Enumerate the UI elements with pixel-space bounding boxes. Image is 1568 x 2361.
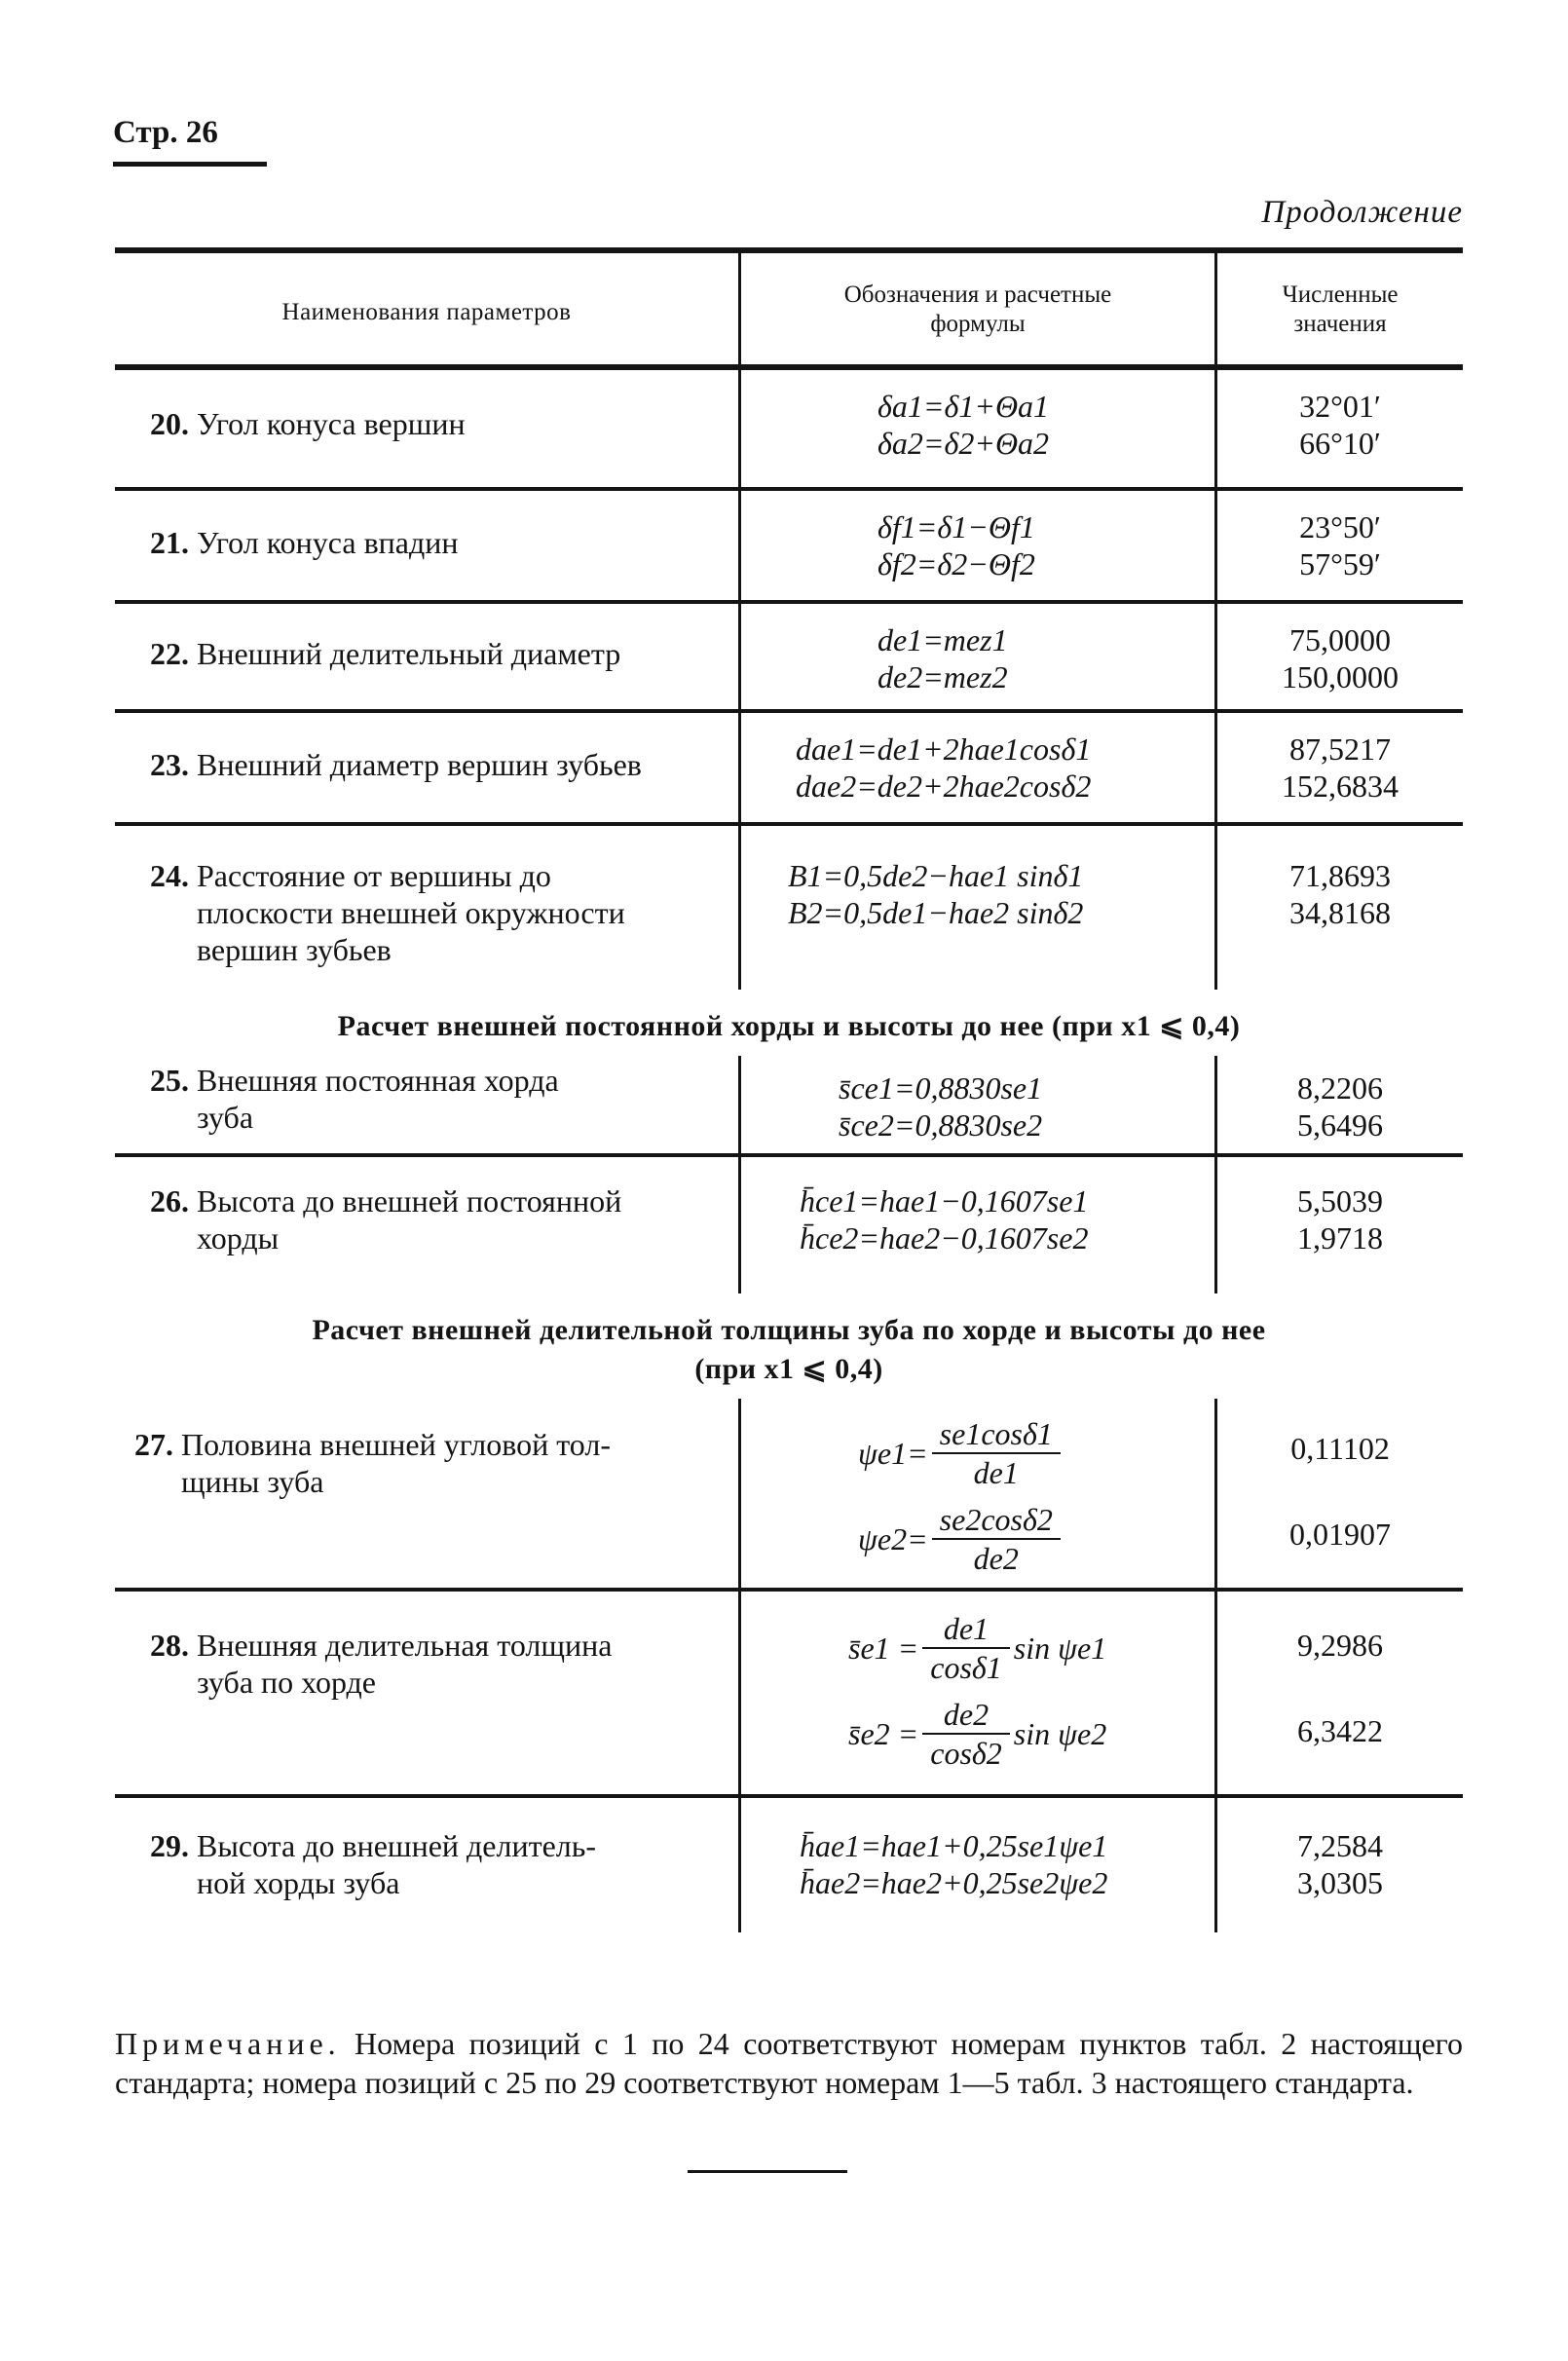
row-values — [1217, 1157, 1463, 1293]
row-values — [1217, 1798, 1463, 1932]
table-row — [115, 1399, 1463, 1588]
page-number: Стр. 26 — [113, 115, 218, 150]
row-label: ной хорды зуба — [197, 1865, 400, 1900]
row-label: Половина внешней угловой тол- — [181, 1427, 611, 1462]
value: 7,2584 — [1297, 1828, 1383, 1863]
row-name — [115, 1798, 738, 1932]
row-name — [115, 604, 738, 709]
value: 66°10′ — [1299, 426, 1381, 461]
row-label: зуба — [197, 1100, 254, 1135]
row-name — [115, 1592, 738, 1794]
table-row — [115, 1157, 1463, 1293]
value: 8,2206 — [1297, 1070, 1383, 1106]
row-label: щины зуба — [181, 1464, 324, 1499]
value: 87,5217 — [1289, 731, 1391, 767]
row-label: Угол конуса вершин — [197, 406, 466, 441]
header-value — [1217, 253, 1463, 364]
row-formula — [738, 491, 1217, 600]
formula-rhs: sin ψe2 — [1013, 1716, 1107, 1751]
formula-line: de1=mez1 — [877, 622, 1008, 657]
fraction-numerator: de2 — [922, 1696, 1010, 1735]
row-values — [1217, 713, 1463, 822]
row-number: 26. — [150, 1183, 189, 1218]
value: 57°59′ — [1299, 546, 1381, 581]
formula-lhs: s̄e2 = — [848, 1716, 919, 1751]
note-label: Примечание. — [115, 2026, 341, 2061]
value: 71,8693 — [1289, 858, 1391, 893]
formula-line: δa1=δ1+Θa1 — [877, 389, 1050, 424]
formula-line: δf1=δ1−Θf1 — [877, 509, 1035, 544]
row-formula — [738, 370, 1217, 487]
row-name — [115, 491, 738, 600]
row-label: зуба по хорде — [197, 1665, 376, 1700]
row-number: 29. — [150, 1828, 189, 1863]
value: 75,0000 — [1289, 622, 1391, 657]
fraction — [922, 1696, 1010, 1772]
value: 152,6834 — [1282, 768, 1399, 804]
row-number: 27. — [134, 1427, 173, 1462]
value: 23°50′ — [1299, 509, 1381, 544]
row-formula — [738, 1798, 1217, 1932]
table-row — [115, 1798, 1463, 1932]
formula-line: B1=0,5de2−hae1 sinδ1 — [788, 858, 1084, 893]
row-label: Внешняя делительная толщина — [197, 1628, 613, 1663]
table-row — [115, 1056, 1463, 1153]
section-title-line: Расчет внешней делительной толщины зуба по хорде и высоты до нее — [312, 1314, 1266, 1346]
row-number: 21. — [150, 525, 189, 560]
value: 6,3422 — [1297, 1713, 1383, 1748]
header-formula-line2: формулы — [930, 311, 1026, 337]
value: 34,8168 — [1289, 895, 1391, 930]
row-name — [115, 1056, 738, 1153]
row-formula — [738, 1056, 1217, 1153]
row-label: Расстояние от вершины до — [197, 858, 551, 893]
fraction-denominator: de2 — [973, 1541, 1019, 1576]
row-name — [115, 826, 738, 990]
value: 5,6496 — [1297, 1107, 1383, 1143]
formula-line: s̄ce2=0,8830se2 — [839, 1107, 1043, 1143]
formula-fraction-row — [848, 1691, 1205, 1777]
formula-line: de2=mez2 — [877, 659, 1008, 694]
fraction-numerator: se1cosδ1 — [932, 1415, 1061, 1454]
row-number: 24. — [150, 858, 189, 893]
row-values — [1217, 826, 1463, 990]
formula-line: B2=0,5de1−hae2 sinδ2 — [788, 895, 1084, 930]
note-text: Номера позиций с 1 по 24 соответствуют номерам пунктов табл. 2 настоящего стандарта; номера позиций с 25 по 29 соответствуют номерам 1—5 табл. 3 настоящего стандарта. — [115, 2026, 1464, 2100]
section-title-constant-chord: Расчет внешней постоянной хорды и высоты до нее (при x1 ⩽ 0,4) — [337, 1010, 1241, 1042]
table-header — [115, 253, 1463, 364]
table-row — [115, 1592, 1463, 1794]
formula-line: h̄ce1=hae1−0,1607se1 — [800, 1183, 1089, 1218]
row-label: Внешний делительный диаметр — [197, 636, 621, 671]
table-row — [115, 713, 1463, 822]
formula-rhs: sin ψe1 — [1013, 1630, 1107, 1666]
row-name — [115, 1157, 738, 1293]
table-row — [115, 370, 1463, 487]
row-name — [115, 713, 738, 822]
fraction-denominator: cosδ2 — [930, 1736, 1002, 1771]
row-label: Высота до внешней постоянной — [197, 1183, 622, 1218]
row-values — [1217, 1056, 1463, 1153]
row-formula — [738, 1399, 1217, 1588]
row-number: 28. — [150, 1628, 189, 1663]
formula-line: dae1=de1+2hae1cosδ1 — [796, 731, 1092, 767]
formula-lhs: ψe2= — [858, 1521, 928, 1556]
row-number: 20. — [150, 406, 189, 441]
header-formula — [738, 253, 1217, 364]
row-name — [115, 1399, 738, 1588]
formula-line: δa2=δ2+Θa2 — [877, 426, 1050, 461]
fraction — [932, 1501, 1061, 1577]
row-number: 23. — [150, 747, 189, 782]
end-rule — [688, 2170, 847, 2173]
table-row — [115, 826, 1463, 990]
formula-lhs: s̄e1 = — [848, 1630, 919, 1666]
row-values — [1217, 604, 1463, 709]
header-value-line2: значения — [1293, 311, 1387, 337]
value: 32°01′ — [1299, 389, 1381, 424]
value: 1,9718 — [1297, 1220, 1383, 1255]
header-name: Наименования параметров — [281, 299, 572, 325]
fraction-denominator: cosδ1 — [930, 1650, 1002, 1685]
value: 5,5039 — [1297, 1183, 1383, 1218]
section-title-pitch-thickness — [115, 1293, 1463, 1399]
row-label: Внешний диаметр вершин зубьев — [197, 747, 642, 782]
value: 3,0305 — [1297, 1865, 1383, 1900]
formula-line: dae2=de2+2hae2cosδ2 — [796, 768, 1092, 804]
header-value-line1: Численные — [1282, 281, 1399, 308]
page-number-underline — [113, 162, 267, 167]
value: 0,11102 — [1290, 1431, 1390, 1466]
row-name — [115, 370, 738, 487]
formula-line: h̄ce2=hae2−0,1607se2 — [800, 1220, 1089, 1255]
value: 150,0000 — [1282, 659, 1399, 694]
row-label: вершин зубьев — [197, 932, 392, 967]
row-values — [1217, 491, 1463, 600]
row-formula — [738, 826, 1217, 990]
row-label: Внешняя постоянная хорда — [197, 1063, 559, 1098]
row-label: хорды — [197, 1220, 280, 1255]
formula-fraction-row — [858, 1410, 1205, 1496]
row-label: плоскости внешней окружности — [197, 895, 625, 930]
parameters-table — [115, 247, 1463, 1932]
table-note — [115, 2024, 1463, 2102]
row-label: Угол конуса впадин — [197, 525, 459, 560]
row-formula — [738, 604, 1217, 709]
formula-line: h̄ae2=hae2+0,25se2ψe2 — [800, 1865, 1108, 1900]
formula-fraction-row — [858, 1496, 1205, 1582]
row-formula — [738, 713, 1217, 822]
table-row — [115, 604, 1463, 709]
fraction-denominator: de1 — [973, 1455, 1019, 1490]
fraction-numerator: se2cosδ2 — [932, 1501, 1061, 1540]
formula-line: s̄ce1=0,8830se1 — [839, 1070, 1043, 1106]
formula-line: h̄ae1=hae1+0,25se1ψe1 — [800, 1828, 1108, 1863]
row-label: Высота до внешней делитель- — [197, 1828, 596, 1863]
value: 0,01907 — [1289, 1517, 1391, 1552]
row-number: 22. — [150, 636, 189, 671]
row-formula — [738, 1157, 1217, 1293]
row-values — [1217, 1399, 1463, 1588]
formula-lhs: ψe1= — [858, 1436, 928, 1471]
fraction — [922, 1610, 1010, 1686]
header-formula-line1: Обозначения и расчетные — [843, 281, 1112, 308]
table-row — [115, 491, 1463, 600]
value: 9,2986 — [1297, 1628, 1383, 1663]
fraction-numerator: de1 — [922, 1610, 1010, 1649]
row-formula — [738, 1592, 1217, 1794]
formula-line: δf2=δ2−Θf2 — [877, 546, 1035, 581]
row-number: 25. — [150, 1063, 189, 1098]
row-values — [1217, 370, 1463, 487]
formula-fraction-row — [848, 1605, 1205, 1691]
fraction — [932, 1415, 1061, 1491]
section-title-line: (при x1 ⩽ 0,4) — [694, 1353, 883, 1385]
continuation-label: Продолжение — [1261, 195, 1463, 230]
row-values — [1217, 1592, 1463, 1794]
